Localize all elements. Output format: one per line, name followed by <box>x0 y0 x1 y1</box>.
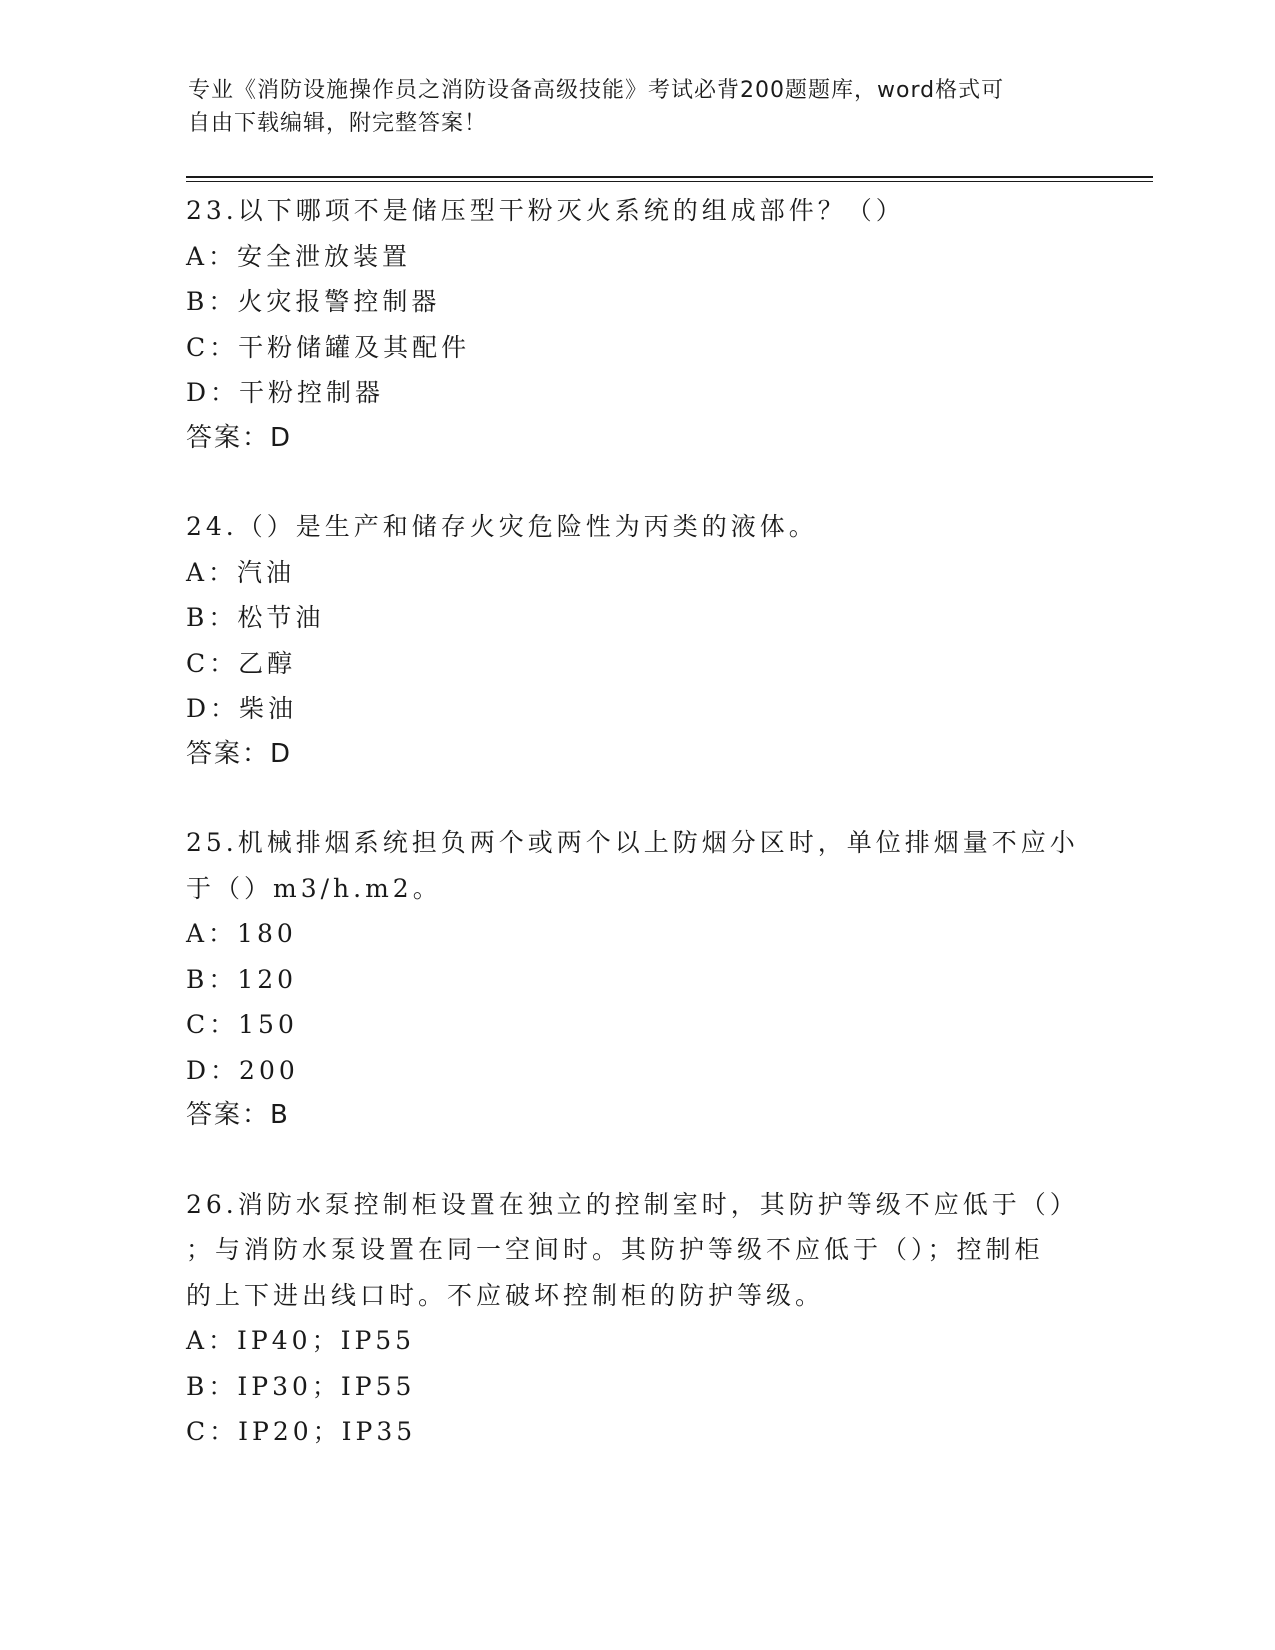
option-b: B：IP30；IP55 <box>186 1371 416 1401</box>
header-divider-thick <box>186 176 1153 178</box>
question-stem-line-2: 于（）m3/h.m2。 <box>186 873 442 903</box>
answer-label: 答案：D <box>186 738 293 769</box>
option-a: A：180 <box>186 919 297 948</box>
question-list <box>186 188 1079 1498</box>
header-line-2: 自由下载编辑，附完整答案！ <box>188 111 488 136</box>
question-24 <box>186 504 1076 777</box>
option-a: A：安全泄放装置 <box>186 241 412 271</box>
answer-label: 答案：D <box>186 422 293 453</box>
option-d: D：200 <box>186 1055 299 1085</box>
question-26 <box>186 1182 1079 1455</box>
option-c: C：干粉储罐及其配件 <box>186 332 471 362</box>
answer-label: 答案：B <box>186 1100 290 1130</box>
option-c: C：IP20；IP35 <box>186 1417 417 1446</box>
option-c: C：150 <box>186 1010 298 1039</box>
question-23 <box>186 188 1076 461</box>
header-line-1: 专业《消防设施操作员之消防设备高级技能》考试必背200题题库，word格式可 <box>188 78 1005 103</box>
option-c: C：乙醇 <box>186 648 297 678</box>
question-stem-line-2: ；与消防水泵设置在同一空间时。其防护等级不应低于（）；控制柜 <box>186 1235 1044 1264</box>
question-stem-line-1: 25.机械排烟系统担负两个或两个以上防烟分区时，单位排烟量不应小 <box>186 828 1079 857</box>
option-b: B：火灾报警控制器 <box>186 287 441 316</box>
question-stem-line-3: 的上下进出线口时。不应破坏控制柜的防护等级。 <box>186 1280 825 1310</box>
question-stem-line-1: 26.消防水泵控制柜设置在独立的控制室时，其防护等级不应低于（） <box>186 1189 1079 1219</box>
question-25 <box>186 820 1079 1139</box>
question-stem: 24.（）是生产和储存火灾危险性为丙类的液体。 <box>186 512 818 541</box>
option-a: A：汽油 <box>186 557 296 587</box>
option-d: D：柴油 <box>186 694 298 723</box>
header-divider-thin <box>186 181 1153 182</box>
option-b: B：松节油 <box>186 603 325 632</box>
option-d: D：干粉控制器 <box>186 378 385 407</box>
question-stem: 23.以下哪项不是储压型干粉灭火系统的组成部件？（） <box>186 196 905 225</box>
option-a: A：IP40；IP55 <box>186 1326 416 1355</box>
document-header <box>188 74 1068 140</box>
option-b: B：120 <box>186 964 298 994</box>
